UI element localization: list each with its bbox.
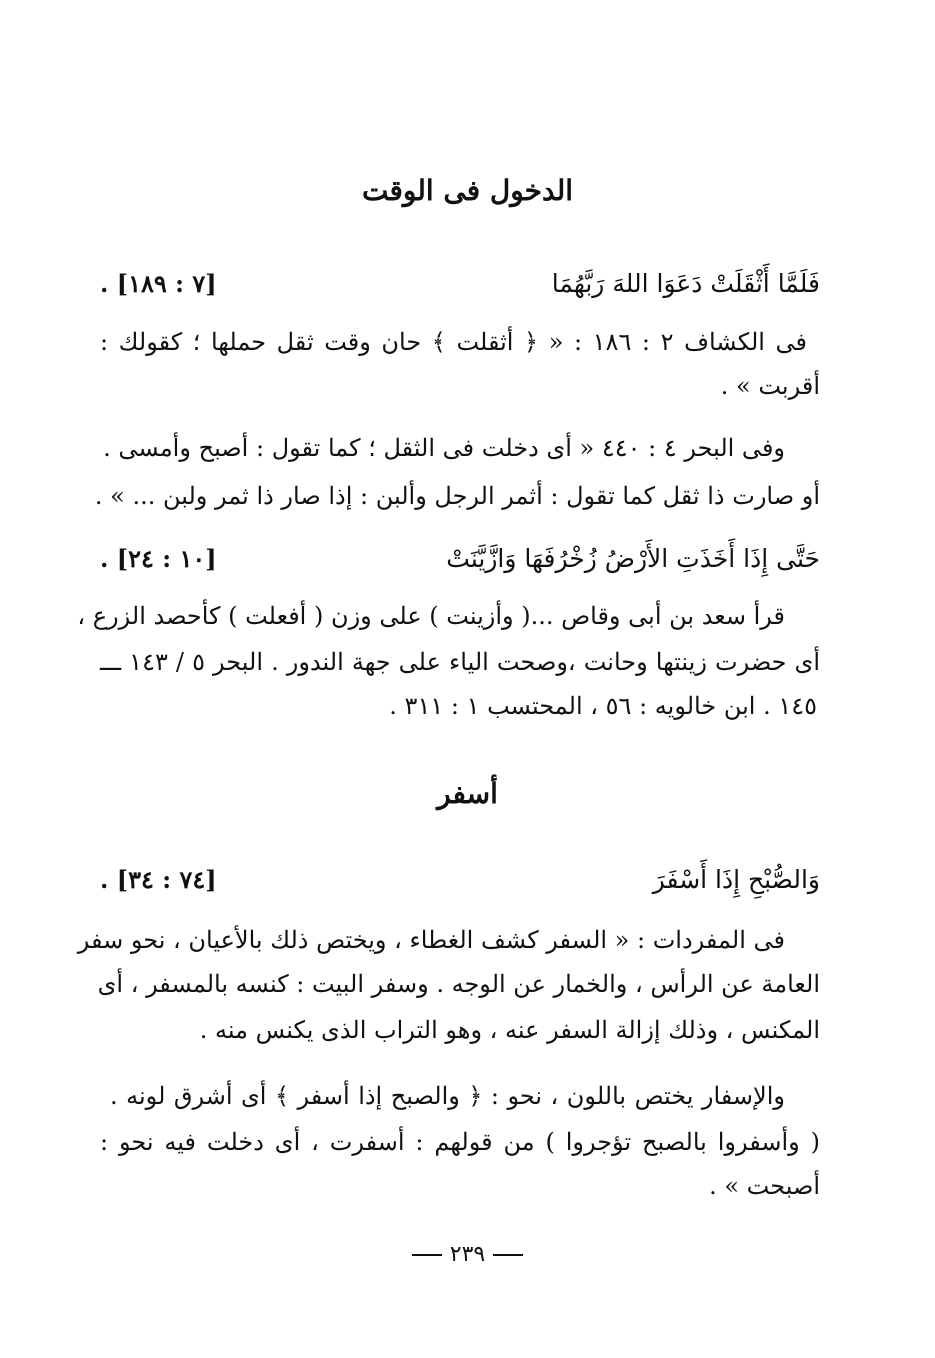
paragraph-line: والإسفار يختص باللون ، نحو : ﴿ والصبح إذا أسفر ﴾ أى أشرق لونه . [110, 1082, 785, 1110]
paragraph-line: المكنس ، وذلك إزالة السفر عنه ، وهو التراب الذى يكنس منه . [199, 1016, 820, 1044]
verse-reference: [٧٤ : ٣٤] . [100, 865, 217, 894]
verse-reference: [٧ : ١٨٩] . [100, 269, 217, 298]
paragraph-line: فى الكشاف ٢ : ١٨٦ : « ﴿ أثقلت ﴾ حان وقت ثقل حملها ؛ كقولك : [100, 328, 807, 356]
paragraph-line: أو صارت ذا ثقل كما تقول : أثمر الرجل وألبن : إذا صار ذا ثمر ولبن ... » . [94, 482, 820, 510]
dash-divider [412, 1254, 442, 1256]
paragraph-line: أقربت » . [720, 372, 820, 400]
quran-verse [100, 539, 820, 579]
verse-text: حَتَّى إِذَا أَخَذَتِ الأَرْضُ زُخْرُفَهَا وَازَّيَّنَتْ [446, 544, 820, 573]
paragraph-line: وفى البحر ٤ : ٤٤٠ « أى دخلت فى الثقل ؛ كما تقول : أصبح وأمسى . [103, 434, 785, 462]
paragraph-line: أى حضرت زينتها وحانت ،وصحت الياء على جهة الندور . البحر ٥ / ١٤٣ ـــ [100, 648, 821, 676]
paragraph-line: قرأ سعد بن أبى وقاص ...( وأزينت ) على وزن ( أفعلت ) كأحصد الزرع ، [77, 602, 785, 630]
dash-divider [493, 1254, 523, 1256]
quran-verse [100, 860, 820, 900]
verse-text: وَالصُّبْحِ إِذَا أَسْفَرَ [652, 865, 820, 894]
page-number [0, 1238, 935, 1272]
page-number-text: ٢٣٩ [449, 1242, 486, 1267]
paragraph-line: العامة عن الرأس ، والخمار عن الوجه . وسفر البيت : كنسه بالمسفر ، أى [97, 970, 820, 998]
verse-text: فَلَمَّا أَثْقَلَتْ دَعَوَا اللهَ رَبَّهُمَا [551, 269, 820, 298]
section-title: أسفر [437, 777, 498, 810]
verse-reference: [١٠ : ٢٤] . [100, 544, 217, 573]
paragraph-line: أصبحت » . [709, 1172, 820, 1200]
paragraph-line: ( وأسفروا بالصبح تؤجروا ) من قولهم : أسفرت ، أى دخلت فيه نحو : [100, 1128, 820, 1156]
quran-verse [100, 264, 820, 304]
paragraph-line: ١٤٥ . ابن خالويه : ٥٦ ، المحتسب ١ : ٣١١ . [389, 692, 817, 720]
paragraph-line: فى المفردات : « السفر كشف الغطاء ، ويختص ذلك بالأعيان ، نحو سفر [77, 926, 785, 954]
section-title: الدخول فى الوقت [362, 174, 573, 207]
